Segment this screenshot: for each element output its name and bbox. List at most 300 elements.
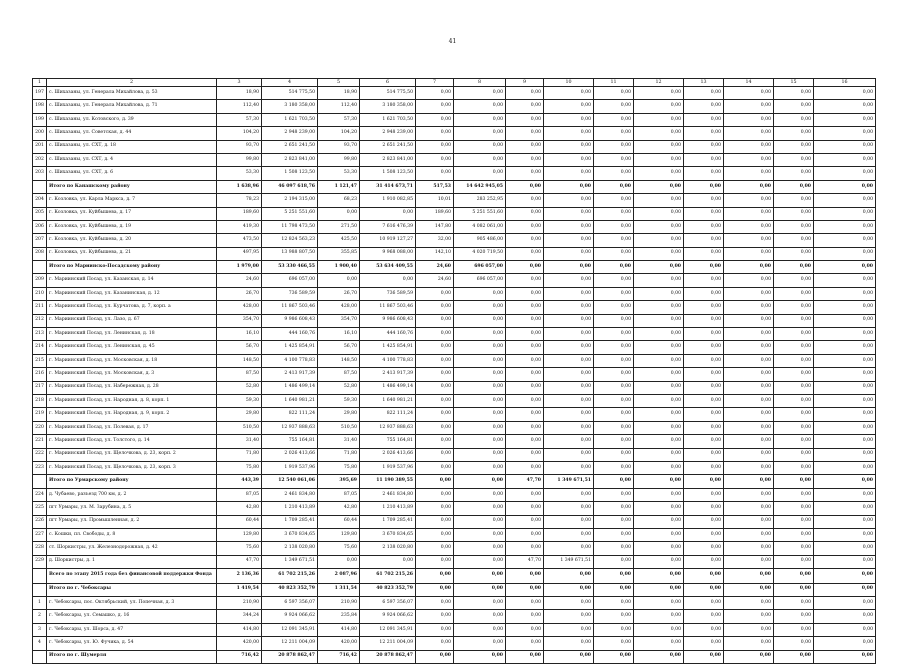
value-cell: 0,00 <box>416 435 454 448</box>
row-number-cell: 209 <box>33 274 47 287</box>
value-cell: 1 979,00 <box>217 261 262 274</box>
address-cell: д. Чубаево, разъезд 700 км, д. 2 <box>47 488 217 501</box>
value-cell: 0,00 <box>814 354 876 367</box>
value-cell: 0,00 <box>544 596 594 609</box>
value-cell: 0,00 <box>724 328 774 341</box>
value-cell: 1 640 981,21 <box>360 394 416 407</box>
value-cell: 0,00 <box>774 100 814 113</box>
value-cell: 0,00 <box>814 394 876 407</box>
value-cell: 12 091 345,91 <box>262 623 318 636</box>
value-cell: 0,00 <box>774 408 814 421</box>
value-cell: 1 709 285,41 <box>360 515 416 528</box>
value-cell: 0,00 <box>634 180 684 193</box>
value-cell: 0,00 <box>416 555 454 568</box>
row-number-cell <box>33 569 47 584</box>
value-cell: 0,00 <box>506 408 544 421</box>
value-cell: 0,00 <box>506 368 544 381</box>
value-cell: 0,00 <box>724 502 774 515</box>
value-cell: 24,60 <box>217 274 262 287</box>
value-cell: 0,00 <box>594 435 634 448</box>
value-cell: 0,00 <box>506 194 544 207</box>
value-cell: 210,90 <box>217 596 262 609</box>
value-cell: 0,00 <box>814 583 876 596</box>
value-cell: 0,00 <box>454 650 506 663</box>
address-cell: г. Мариинский Посад, ул. Московская, д. 18 <box>47 354 217 367</box>
value-cell: 56,70 <box>217 341 262 354</box>
value-cell: 0,00 <box>416 610 454 623</box>
column-number-cell: 1 <box>33 79 47 87</box>
row-number-cell: 207 <box>33 234 47 247</box>
value-cell: 0,00 <box>814 180 876 193</box>
value-cell: 0,00 <box>634 610 684 623</box>
value-cell: 0,00 <box>724 167 774 180</box>
value-cell: 0,00 <box>594 408 634 421</box>
value-cell: 1 900,40 <box>318 261 360 274</box>
value-cell: 0,00 <box>454 394 506 407</box>
value-cell: 148,50 <box>318 354 360 367</box>
row-number-cell <box>33 475 47 488</box>
column-number-cell: 4 <box>262 79 318 87</box>
row-number-cell: 211 <box>33 301 47 314</box>
value-cell: 75,80 <box>318 461 360 474</box>
value-cell: 0,00 <box>594 207 634 220</box>
value-cell: 0,00 <box>814 502 876 515</box>
value-cell: 0,00 <box>594 234 634 247</box>
value-cell: 0,00 <box>454 448 506 461</box>
value-cell: 0,00 <box>594 314 634 327</box>
value-cell: 0,00 <box>594 610 634 623</box>
value-cell: 271,50 <box>318 220 360 233</box>
address-cell: г. Мариинский Посад, ул. Ленинская, д. 18 <box>47 328 217 341</box>
value-cell: 60,44 <box>217 515 262 528</box>
value-cell: 16,10 <box>217 328 262 341</box>
value-cell: 0,00 <box>814 87 876 100</box>
value-cell: 53 330 466,55 <box>262 261 318 274</box>
value-cell: 0,00 <box>416 127 454 140</box>
value-cell: 0,00 <box>684 140 724 153</box>
value-cell: 104,20 <box>318 127 360 140</box>
address-cell: г. Мариинский Посад, ул. Казанинская, д. 12 <box>47 287 217 300</box>
value-cell: 0,00 <box>684 247 724 260</box>
column-number-cell: 2 <box>47 79 217 87</box>
value-cell: 0,00 <box>634 461 684 474</box>
value-cell: 0,00 <box>814 488 876 501</box>
value-cell: 0,00 <box>454 287 506 300</box>
value-cell: 0,00 <box>416 448 454 461</box>
value-cell: 0,00 <box>454 354 506 367</box>
value-cell: 0,00 <box>506 650 544 663</box>
value-cell: 60,44 <box>318 515 360 528</box>
value-cell: 0,00 <box>506 354 544 367</box>
value-cell: 0,00 <box>506 421 544 434</box>
value-cell: 112,40 <box>318 100 360 113</box>
value-cell: 1 425 854,91 <box>262 341 318 354</box>
value-cell: 425,50 <box>318 234 360 247</box>
column-number-cell: 9 <box>506 79 544 87</box>
value-cell: 0,00 <box>684 596 724 609</box>
value-cell: 0,00 <box>684 569 724 584</box>
value-cell: 0,00 <box>454 637 506 650</box>
value-cell: 0,00 <box>416 475 454 488</box>
value-cell: 2 136,36 <box>217 569 262 584</box>
value-cell: 420,00 <box>318 637 360 650</box>
value-cell: 18,90 <box>318 87 360 100</box>
address-cell: г. Мариинский Посад, ул. Щелочкова, д. 23, корп. 2 <box>47 448 217 461</box>
value-cell: 0,00 <box>724 87 774 100</box>
value-cell: 1 349 671,51 <box>262 555 318 568</box>
row-number-cell: 222 <box>33 448 47 461</box>
value-cell: 0,00 <box>544 180 594 193</box>
value-cell: 93,70 <box>318 140 360 153</box>
value-cell: 0,00 <box>594 528 634 541</box>
value-cell: 0,00 <box>724 153 774 166</box>
address-cell: г. Козловка, ул. Куйбышева, д. 17 <box>47 207 217 220</box>
value-cell: 3 670 834,65 <box>262 528 318 541</box>
value-cell: 0,00 <box>724 569 774 584</box>
value-cell: 6 597 356,07 <box>360 596 416 609</box>
value-cell: 0,00 <box>774 301 814 314</box>
row-number-cell: 225 <box>33 502 47 515</box>
value-cell: 0,00 <box>416 341 454 354</box>
value-cell: 0,00 <box>814 341 876 354</box>
value-cell: 0,00 <box>360 274 416 287</box>
value-cell: 0,00 <box>544 194 594 207</box>
value-cell: 0,00 <box>454 583 506 596</box>
value-cell: 9 924 066,62 <box>262 610 318 623</box>
row-number-cell <box>33 583 47 596</box>
value-cell: 1 210 413,89 <box>360 502 416 515</box>
table-row <box>33 528 876 541</box>
value-cell: 0,00 <box>544 610 594 623</box>
value-cell: 0,00 <box>634 448 684 461</box>
value-cell: 0,00 <box>594 623 634 636</box>
table-row <box>33 167 876 180</box>
value-cell: 0,00 <box>774 461 814 474</box>
value-cell: 0,00 <box>724 488 774 501</box>
value-cell: 0,00 <box>506 234 544 247</box>
row-number-cell <box>33 180 47 193</box>
value-cell: 1 709 285,41 <box>262 515 318 528</box>
value-cell: 99,80 <box>217 153 262 166</box>
value-cell: 0,00 <box>634 475 684 488</box>
value-cell: 0,00 <box>634 623 684 636</box>
value-cell: 0,00 <box>506 381 544 394</box>
table-row <box>33 207 876 220</box>
value-cell: 0,00 <box>544 314 594 327</box>
value-cell: 6 597 356,07 <box>262 596 318 609</box>
value-cell: 0,00 <box>684 274 724 287</box>
value-cell: 0,00 <box>684 368 724 381</box>
value-cell: 0,00 <box>594 637 634 650</box>
value-cell: 40 823 352,79 <box>360 583 416 596</box>
value-cell: 0,00 <box>774 515 814 528</box>
value-cell: 2 651 241,50 <box>360 140 416 153</box>
value-cell: 0,00 <box>416 623 454 636</box>
value-cell: 0,00 <box>724 314 774 327</box>
value-cell: 0,00 <box>684 167 724 180</box>
address-cell: Итого по Мариинско-Посадскому району <box>47 261 217 274</box>
value-cell: 1 486 499,14 <box>262 381 318 394</box>
value-cell: 283 252,95 <box>454 194 506 207</box>
value-cell: 0,00 <box>774 623 814 636</box>
value-cell: 0,00 <box>594 328 634 341</box>
value-cell: 0,00 <box>684 408 724 421</box>
value-cell: 0,00 <box>684 287 724 300</box>
row-number-cell: 205 <box>33 207 47 220</box>
value-cell: 1 621 703,50 <box>360 113 416 126</box>
value-cell: 0,00 <box>814 448 876 461</box>
value-cell: 0,00 <box>634 637 684 650</box>
value-cell: 16,10 <box>318 328 360 341</box>
value-cell: 0,00 <box>544 488 594 501</box>
subtotal-row <box>33 475 876 488</box>
value-cell: 822 111,24 <box>262 408 318 421</box>
value-cell: 0,00 <box>454 140 506 153</box>
value-cell: 0,00 <box>506 274 544 287</box>
value-cell: 0,00 <box>544 542 594 555</box>
value-cell: 0,00 <box>684 261 724 274</box>
value-cell: 0,00 <box>634 274 684 287</box>
value-cell: 11 798 473,50 <box>262 220 318 233</box>
value-cell: 0,00 <box>506 207 544 220</box>
value-cell: 11 190 389,55 <box>360 475 416 488</box>
value-cell: 0,00 <box>684 194 724 207</box>
value-cell: 0,00 <box>544 461 594 474</box>
value-cell: 0,00 <box>724 274 774 287</box>
value-cell: 3 670 834,65 <box>360 528 416 541</box>
value-cell: 354,70 <box>318 314 360 327</box>
value-cell: 0,00 <box>684 461 724 474</box>
value-cell: 0,00 <box>506 488 544 501</box>
value-cell: 0,00 <box>814 100 876 113</box>
table-row <box>33 408 876 421</box>
address-cell: г. Мариинский Посад, ул. Щелочкова, д. 23, корп. 3 <box>47 461 217 474</box>
value-cell: 0,00 <box>544 569 594 584</box>
value-cell: 24,60 <box>416 274 454 287</box>
value-cell: 112,40 <box>217 100 262 113</box>
value-cell: 0,00 <box>544 354 594 367</box>
value-cell: 0,00 <box>544 528 594 541</box>
value-cell: 1 638,96 <box>217 180 262 193</box>
value-cell: 1 508 123,50 <box>262 167 318 180</box>
value-cell: 47,70 <box>217 555 262 568</box>
value-cell: 12 937 888,63 <box>262 421 318 434</box>
value-cell: 0,00 <box>774 596 814 609</box>
value-cell: 905 486,00 <box>454 234 506 247</box>
value-cell: 0,00 <box>506 180 544 193</box>
table-row <box>33 461 876 474</box>
value-cell: 53,30 <box>217 167 262 180</box>
table-row <box>33 287 876 300</box>
value-cell: 4 100 778,83 <box>262 354 318 367</box>
value-cell: 0,00 <box>724 623 774 636</box>
value-cell: 0,00 <box>416 502 454 515</box>
value-cell: 0,00 <box>634 261 684 274</box>
column-number-cell: 7 <box>416 79 454 87</box>
value-cell: 0,00 <box>544 328 594 341</box>
value-cell: 0,00 <box>724 421 774 434</box>
address-cell: г. Мариинский Посад, ул. Казанская, д. 14 <box>47 274 217 287</box>
value-cell: 0,00 <box>544 583 594 596</box>
value-cell: 696 057,00 <box>262 274 318 287</box>
value-cell: 0,00 <box>416 301 454 314</box>
value-cell: 0,00 <box>684 555 724 568</box>
value-cell: 0,00 <box>594 127 634 140</box>
value-cell: 0,00 <box>634 100 684 113</box>
value-cell: 0,00 <box>454 502 506 515</box>
value-cell: 0,00 <box>454 475 506 488</box>
row-number-cell: 208 <box>33 247 47 260</box>
value-cell: 0,00 <box>774 354 814 367</box>
value-cell: 31,40 <box>318 435 360 448</box>
value-cell: 59,30 <box>318 394 360 407</box>
value-cell: 0,00 <box>814 542 876 555</box>
value-cell: 0,00 <box>544 287 594 300</box>
value-cell: 0,00 <box>506 113 544 126</box>
value-cell: 0,00 <box>774 421 814 434</box>
address-cell: ст. Шоркистры, ул. Железнодорожная, д. 42 <box>47 542 217 555</box>
page-number: 41 <box>448 38 457 45</box>
value-cell: 510,50 <box>217 421 262 434</box>
value-cell: 0,00 <box>724 287 774 300</box>
value-cell: 31 414 673,71 <box>360 180 416 193</box>
value-cell: 0,00 <box>814 368 876 381</box>
value-cell: 0,00 <box>814 596 876 609</box>
value-cell: 0,00 <box>814 301 876 314</box>
value-cell: 755 164,81 <box>262 435 318 448</box>
value-cell: 0,00 <box>724 127 774 140</box>
value-cell: 0,00 <box>594 180 634 193</box>
value-cell: 0,00 <box>634 113 684 126</box>
value-cell: 0,00 <box>634 542 684 555</box>
value-cell: 0,00 <box>724 542 774 555</box>
value-cell: 0,00 <box>454 610 506 623</box>
value-cell: 2 948 239,00 <box>262 127 318 140</box>
value-cell: 210,90 <box>318 596 360 609</box>
value-cell: 52,80 <box>217 381 262 394</box>
value-cell: 0,00 <box>634 408 684 421</box>
value-cell: 0,00 <box>634 167 684 180</box>
row-number-cell: 213 <box>33 328 47 341</box>
value-cell: 0,00 <box>454 488 506 501</box>
value-cell: 354,70 <box>217 314 262 327</box>
value-cell: 0,00 <box>506 623 544 636</box>
value-cell: 68,23 <box>318 194 360 207</box>
value-cell: 0,00 <box>594 381 634 394</box>
value-cell: 0,00 <box>774 247 814 260</box>
row-number-cell: 1 <box>33 596 47 609</box>
value-cell: 53 634 409,55 <box>360 261 416 274</box>
value-cell: 0,00 <box>416 650 454 663</box>
value-cell: 0,00 <box>454 153 506 166</box>
value-cell: 0,00 <box>544 153 594 166</box>
row-number-cell: 203 <box>33 167 47 180</box>
value-cell: 0,00 <box>814 127 876 140</box>
table-row <box>33 127 876 140</box>
value-cell: 2 194 315,00 <box>262 194 318 207</box>
value-cell: 0,00 <box>594 596 634 609</box>
value-cell: 0,00 <box>416 328 454 341</box>
value-cell: 40 823 352,79 <box>262 583 318 596</box>
value-cell: 0,00 <box>634 515 684 528</box>
value-cell: 2 413 917,39 <box>262 368 318 381</box>
value-cell: 696 057,00 <box>454 274 506 287</box>
value-cell: 0,00 <box>416 287 454 300</box>
address-cell: г. Чебоксары, ул. Шорса, д. 47 <box>47 623 217 636</box>
subtotal-row <box>33 650 876 663</box>
value-cell: 0,00 <box>814 261 876 274</box>
row-number-cell: 198 <box>33 100 47 113</box>
subtotal-row <box>33 261 876 274</box>
value-cell: 12 824 563,23 <box>262 234 318 247</box>
value-cell: 57,30 <box>217 113 262 126</box>
value-cell: 0,00 <box>814 461 876 474</box>
value-cell: 0,00 <box>544 140 594 153</box>
value-cell: 0,00 <box>724 435 774 448</box>
column-number-cell: 10 <box>544 79 594 87</box>
value-cell: 0,00 <box>544 623 594 636</box>
value-cell: 13 988 807,50 <box>262 247 318 260</box>
value-cell: 0,00 <box>684 448 724 461</box>
value-cell: 0,00 <box>416 542 454 555</box>
value-cell: 47,70 <box>506 475 544 488</box>
value-cell: 75,80 <box>217 461 262 474</box>
row-number-cell <box>33 650 47 663</box>
value-cell: 0,00 <box>544 220 594 233</box>
column-number-cell: 12 <box>634 79 684 87</box>
value-cell: 0,00 <box>416 167 454 180</box>
value-cell: 0,00 <box>684 650 724 663</box>
value-cell: 0,00 <box>774 113 814 126</box>
value-cell: 87,05 <box>217 488 262 501</box>
value-cell: 0,00 <box>814 113 876 126</box>
value-cell: 0,00 <box>774 328 814 341</box>
address-cell: г. Чебоксары, ул. Ю. Фучика, д. 54 <box>47 637 217 650</box>
value-cell: 0,00 <box>814 408 876 421</box>
value-cell: 0,00 <box>506 247 544 260</box>
value-cell: 0,00 <box>814 610 876 623</box>
value-cell: 0,00 <box>454 301 506 314</box>
address-cell: Итого по г. Шумерля <box>47 650 217 663</box>
value-cell: 0,00 <box>416 368 454 381</box>
value-cell: 1 640 981,21 <box>262 394 318 407</box>
value-cell: 0,00 <box>506 502 544 515</box>
value-cell: 4 100 778,83 <box>360 354 416 367</box>
value-cell: 0,00 <box>506 448 544 461</box>
row-number-cell: 201 <box>33 140 47 153</box>
row-number-cell: 214 <box>33 341 47 354</box>
value-cell: 0,00 <box>454 113 506 126</box>
value-cell: 428,00 <box>217 301 262 314</box>
table-row <box>33 354 876 367</box>
address-cell: пгт Урмары, ул. М. Зарубина, д. 5 <box>47 502 217 515</box>
value-cell: 0,00 <box>814 515 876 528</box>
value-cell: 0,00 <box>416 153 454 166</box>
value-cell: 0,00 <box>594 394 634 407</box>
table-row <box>33 488 876 501</box>
value-cell: 0,00 <box>416 113 454 126</box>
value-cell: 0,00 <box>774 610 814 623</box>
value-cell: 0,00 <box>594 87 634 100</box>
value-cell: 755 164,81 <box>360 435 416 448</box>
address-cell: г. Мариинский Посад, ул. Набережная, д. 28 <box>47 381 217 394</box>
value-cell: 99,80 <box>318 153 360 166</box>
value-cell: 0,00 <box>814 569 876 584</box>
value-cell: 0,00 <box>684 87 724 100</box>
value-cell: 0,00 <box>774 167 814 180</box>
table-row <box>33 596 876 609</box>
value-cell: 0,00 <box>774 127 814 140</box>
